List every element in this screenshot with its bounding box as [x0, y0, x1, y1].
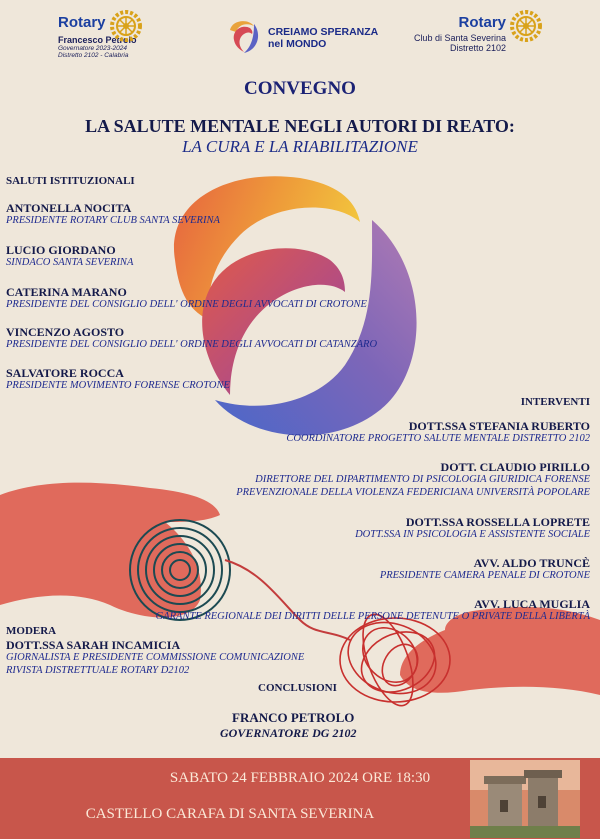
- creiamo-speranza-logo: [222, 16, 264, 58]
- saluti-role-3: PRESIDENTE DEL CONSIGLIO DELL' ORDINE DEGLI AVVOCATI DI CATANZARO: [6, 339, 378, 350]
- event-subtitle: LA CURA E LA RIABILITAZIONE: [182, 137, 418, 156]
- conclusioni-name: FRANCO PETROLO: [232, 710, 355, 725]
- saluti-name-0: ANTONELLA NOCITA: [6, 201, 132, 215]
- conclusioni-heading: CONCLUSIONI: [258, 682, 337, 694]
- interventi-heading: INTERVENTI: [520, 396, 590, 408]
- governor-line2: Distretto 2102 - Calabria: [58, 52, 129, 59]
- interventi-role-4: GARANTE REGIONALE DEI DIRITTI DELLE PERSONE DETENUTE O PRIVATE DELLA LIBERTÀ: [155, 611, 590, 622]
- hand-left: [0, 483, 220, 618]
- interventi-name-4: AVV. LUCA MUGLIA: [474, 597, 590, 611]
- connecting-line: [225, 560, 350, 640]
- governor-name: Francesco Petrolo: [58, 35, 137, 45]
- saluti-role-1: SINDACO SANTA SEVERINA: [6, 257, 134, 268]
- club-district: Distretto 2102: [449, 43, 506, 53]
- saluti-name-4: SALVATORE ROCCA: [6, 366, 124, 380]
- saluti-name-2: CATERINA MARANO: [6, 285, 127, 299]
- rotary-brand-right: Rotary: [458, 14, 506, 31]
- slogan-line2: nel MONDO: [268, 38, 327, 50]
- interventi-role-3: PRESIDENTE CAMERA PENALE DI CROTONE: [379, 570, 590, 581]
- governor-line1: Governatore 2023-2024: [58, 45, 128, 52]
- conclusioni-role: GOVERNATORE DG 2102: [220, 726, 357, 740]
- rotary-wheel-icon: [110, 10, 142, 42]
- event-date: SABATO 24 FEBBRAIO 2024 ORE 18:30: [169, 770, 431, 786]
- event-title: LA SALUTE MENTALE NEGLI AUTORI DI REATO:: [85, 116, 515, 136]
- header-center: [268, 26, 378, 50]
- interventi-name-3: AVV. ALDO TRUNCÈ: [473, 556, 590, 570]
- interventi-role-1a: DIRETTORE DEL DIPARTIMENTO DI PSICOLOGIA GIURIDICA FORENSE: [255, 474, 590, 485]
- interventi-name-0: DOTT.SSA STEFANIA RUBERTO: [408, 419, 590, 433]
- saluti-heading: SALUTI ISTITUZIONALI: [6, 175, 135, 187]
- interventi-name-1: DOTT. CLAUDIO PIRILLO: [440, 460, 590, 474]
- rotary-wheel-icon: [510, 10, 542, 42]
- header-right: [414, 14, 506, 53]
- modera-role-1: GIORNALISTA E PRESIDENTE COMMISSIONE COMUNICAZIONE: [6, 652, 305, 663]
- swirl-mid: [202, 248, 345, 395]
- saluti-name-1: LUCIO GIORDANO: [6, 243, 116, 257]
- saluti-name-3: VINCENZO AGOSTO: [6, 325, 125, 339]
- tangle: [338, 608, 450, 712]
- interventi-role-2: DOTT.SSA IN PSICOLOGIA E ASSISTENTE SOCIALE: [355, 529, 590, 540]
- saluti-role-0: PRESIDENTE ROTARY CLUB SANTA SEVERINA: [6, 215, 220, 226]
- modera-heading: MODERA: [6, 625, 57, 637]
- footer-banner: [0, 758, 600, 839]
- slogan-line1: CREIAMO SPERANZA: [268, 26, 379, 38]
- interventi-name-2: DOTT.SSA ROSSELLA LOPRETE: [405, 515, 590, 529]
- interventi-role-0: COORDINATORE PROGETTO SALUTE MENTALE DISTRETTO 2102: [286, 433, 590, 444]
- rotary-brand-left: Rotary: [58, 14, 106, 31]
- modera-name: DOTT.SSA SARAH INCAMICIA: [6, 638, 181, 652]
- event-venue: CASTELLO CARAFA DI SANTA SEVERINA: [85, 806, 375, 822]
- saluti-role-2: PRESIDENTE DEL CONSIGLIO DELL' ORDINE DEGLI AVVOCATI DI CROTONE: [6, 299, 367, 310]
- modera-role-2: RIVISTA DISTRETTUALE ROTARY D2102: [6, 665, 190, 676]
- castle-icon: [470, 760, 580, 838]
- saluti-role-4: PRESIDENTE MOVIMENTO FORENSE CROTONE: [6, 380, 230, 391]
- interventi-role-1b: PREVENZIONALE DELLA VIOLENZA FEDERICIANA UNIVERSITÀ POPOLARE: [236, 487, 590, 498]
- club-name: Club di Santa Severina: [413, 33, 506, 43]
- event-type: CONVEGNO: [244, 78, 356, 99]
